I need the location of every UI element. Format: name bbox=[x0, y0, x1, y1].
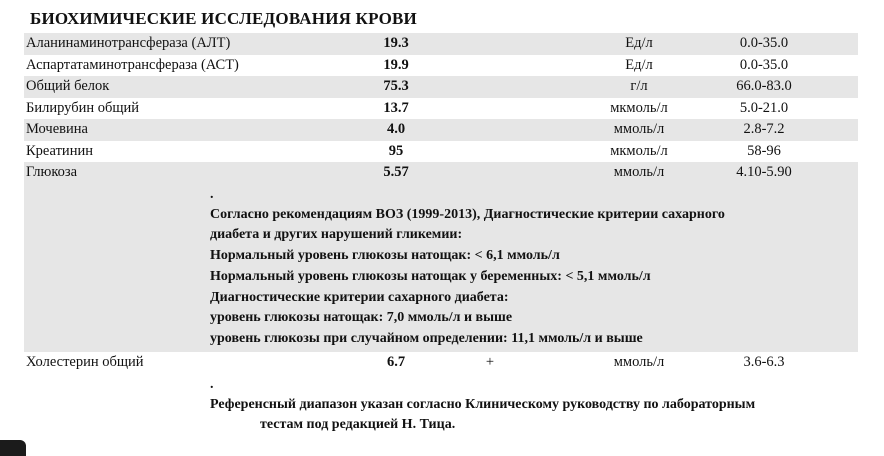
test-reference: 0.0-35.0 bbox=[739, 35, 789, 51]
comment-line: Согласно рекомендациям ВОЗ (1999-2013), Диагностические критерии сахарного bbox=[210, 206, 725, 222]
glucose-comment bbox=[24, 184, 858, 353]
test-reference: 4.10-5.90 bbox=[736, 164, 792, 180]
test-reference: 2.8-7.2 bbox=[743, 121, 785, 137]
table-row bbox=[24, 33, 858, 55]
test-reference: 0.0-35.0 bbox=[739, 56, 789, 73]
test-value: 13.7 bbox=[383, 99, 409, 116]
table-row bbox=[24, 352, 858, 374]
comment-dot: . bbox=[210, 186, 214, 202]
table-row bbox=[24, 141, 858, 163]
test-value: 95 bbox=[388, 142, 404, 159]
test-unit: мкмоль/л bbox=[610, 99, 668, 116]
test-value: 19.9 bbox=[383, 56, 409, 73]
test-unit: ммоль/л bbox=[613, 164, 665, 180]
test-value: 19.3 bbox=[383, 35, 409, 51]
cholesterol-comment bbox=[24, 374, 858, 439]
test-name: Аспартатаминотрансфераза (АСТ) bbox=[26, 56, 239, 73]
comment-line: уровень глюкозы при случайном определении: 11,1 ммоль/л и выше bbox=[210, 331, 643, 347]
test-unit: г/л bbox=[630, 78, 648, 94]
corner-widget bbox=[0, 440, 26, 456]
test-name: Аланинаминотрансфераза (АЛТ) bbox=[26, 35, 231, 51]
comment-line: тестам под редакцией Н. Тица. bbox=[260, 417, 456, 433]
comment-dot: . bbox=[210, 376, 214, 392]
test-reference: 58-96 bbox=[747, 142, 781, 159]
table-row bbox=[24, 162, 858, 184]
test-unit: мкмоль/л bbox=[610, 142, 668, 159]
page-title: БИОХИМИЧЕСКИЕ ИССЛЕДОВАНИЯ КРОВИ bbox=[30, 9, 417, 28]
test-reference: 3.6-6.3 bbox=[743, 354, 785, 371]
test-reference: 5.0-21.0 bbox=[739, 99, 789, 116]
comment-line: Нормальный уровень глюкозы натощак: < 6,1 ммоль/л bbox=[210, 248, 560, 264]
test-reference: 66.0-83.0 bbox=[736, 78, 792, 94]
comment-line: Референсный диапазон указан согласно Клиническому руководству по лабораторным bbox=[210, 396, 756, 412]
test-name: Билирубин общий bbox=[26, 99, 140, 116]
comment-line: Нормальный уровень глюкозы натощак у беременных: < 5,1 ммоль/л bbox=[210, 268, 651, 284]
test-unit: ммоль/л bbox=[613, 354, 665, 371]
comment-line: диабета и других нарушений гликемии: bbox=[210, 227, 463, 243]
test-name: Креатинин bbox=[26, 142, 93, 159]
test-unit: Ед/л bbox=[625, 56, 653, 73]
results-table bbox=[24, 33, 858, 438]
test-name: Мочевина bbox=[26, 121, 88, 137]
table-row bbox=[24, 119, 858, 141]
test-value: 4.0 bbox=[386, 121, 406, 137]
table-row bbox=[24, 98, 858, 120]
test-value: 75.3 bbox=[383, 78, 409, 94]
test-value: 6.7 bbox=[386, 354, 406, 371]
test-value: 5.57 bbox=[383, 164, 409, 180]
test-unit: Ед/л bbox=[625, 35, 653, 51]
test-name: Общий белок bbox=[26, 78, 110, 94]
table-row bbox=[24, 55, 858, 77]
test-name: Холестерин общий bbox=[26, 354, 144, 371]
comment-line: Диагностические критерии сахарного диабета: bbox=[210, 289, 509, 305]
test-flag: + bbox=[485, 354, 495, 371]
test-unit: ммоль/л bbox=[613, 121, 665, 137]
test-name: Глюкоза bbox=[26, 164, 78, 180]
table-row bbox=[24, 76, 858, 98]
comment-line: уровень глюкозы натощак: 7,0 ммоль/л и выше bbox=[210, 310, 513, 326]
